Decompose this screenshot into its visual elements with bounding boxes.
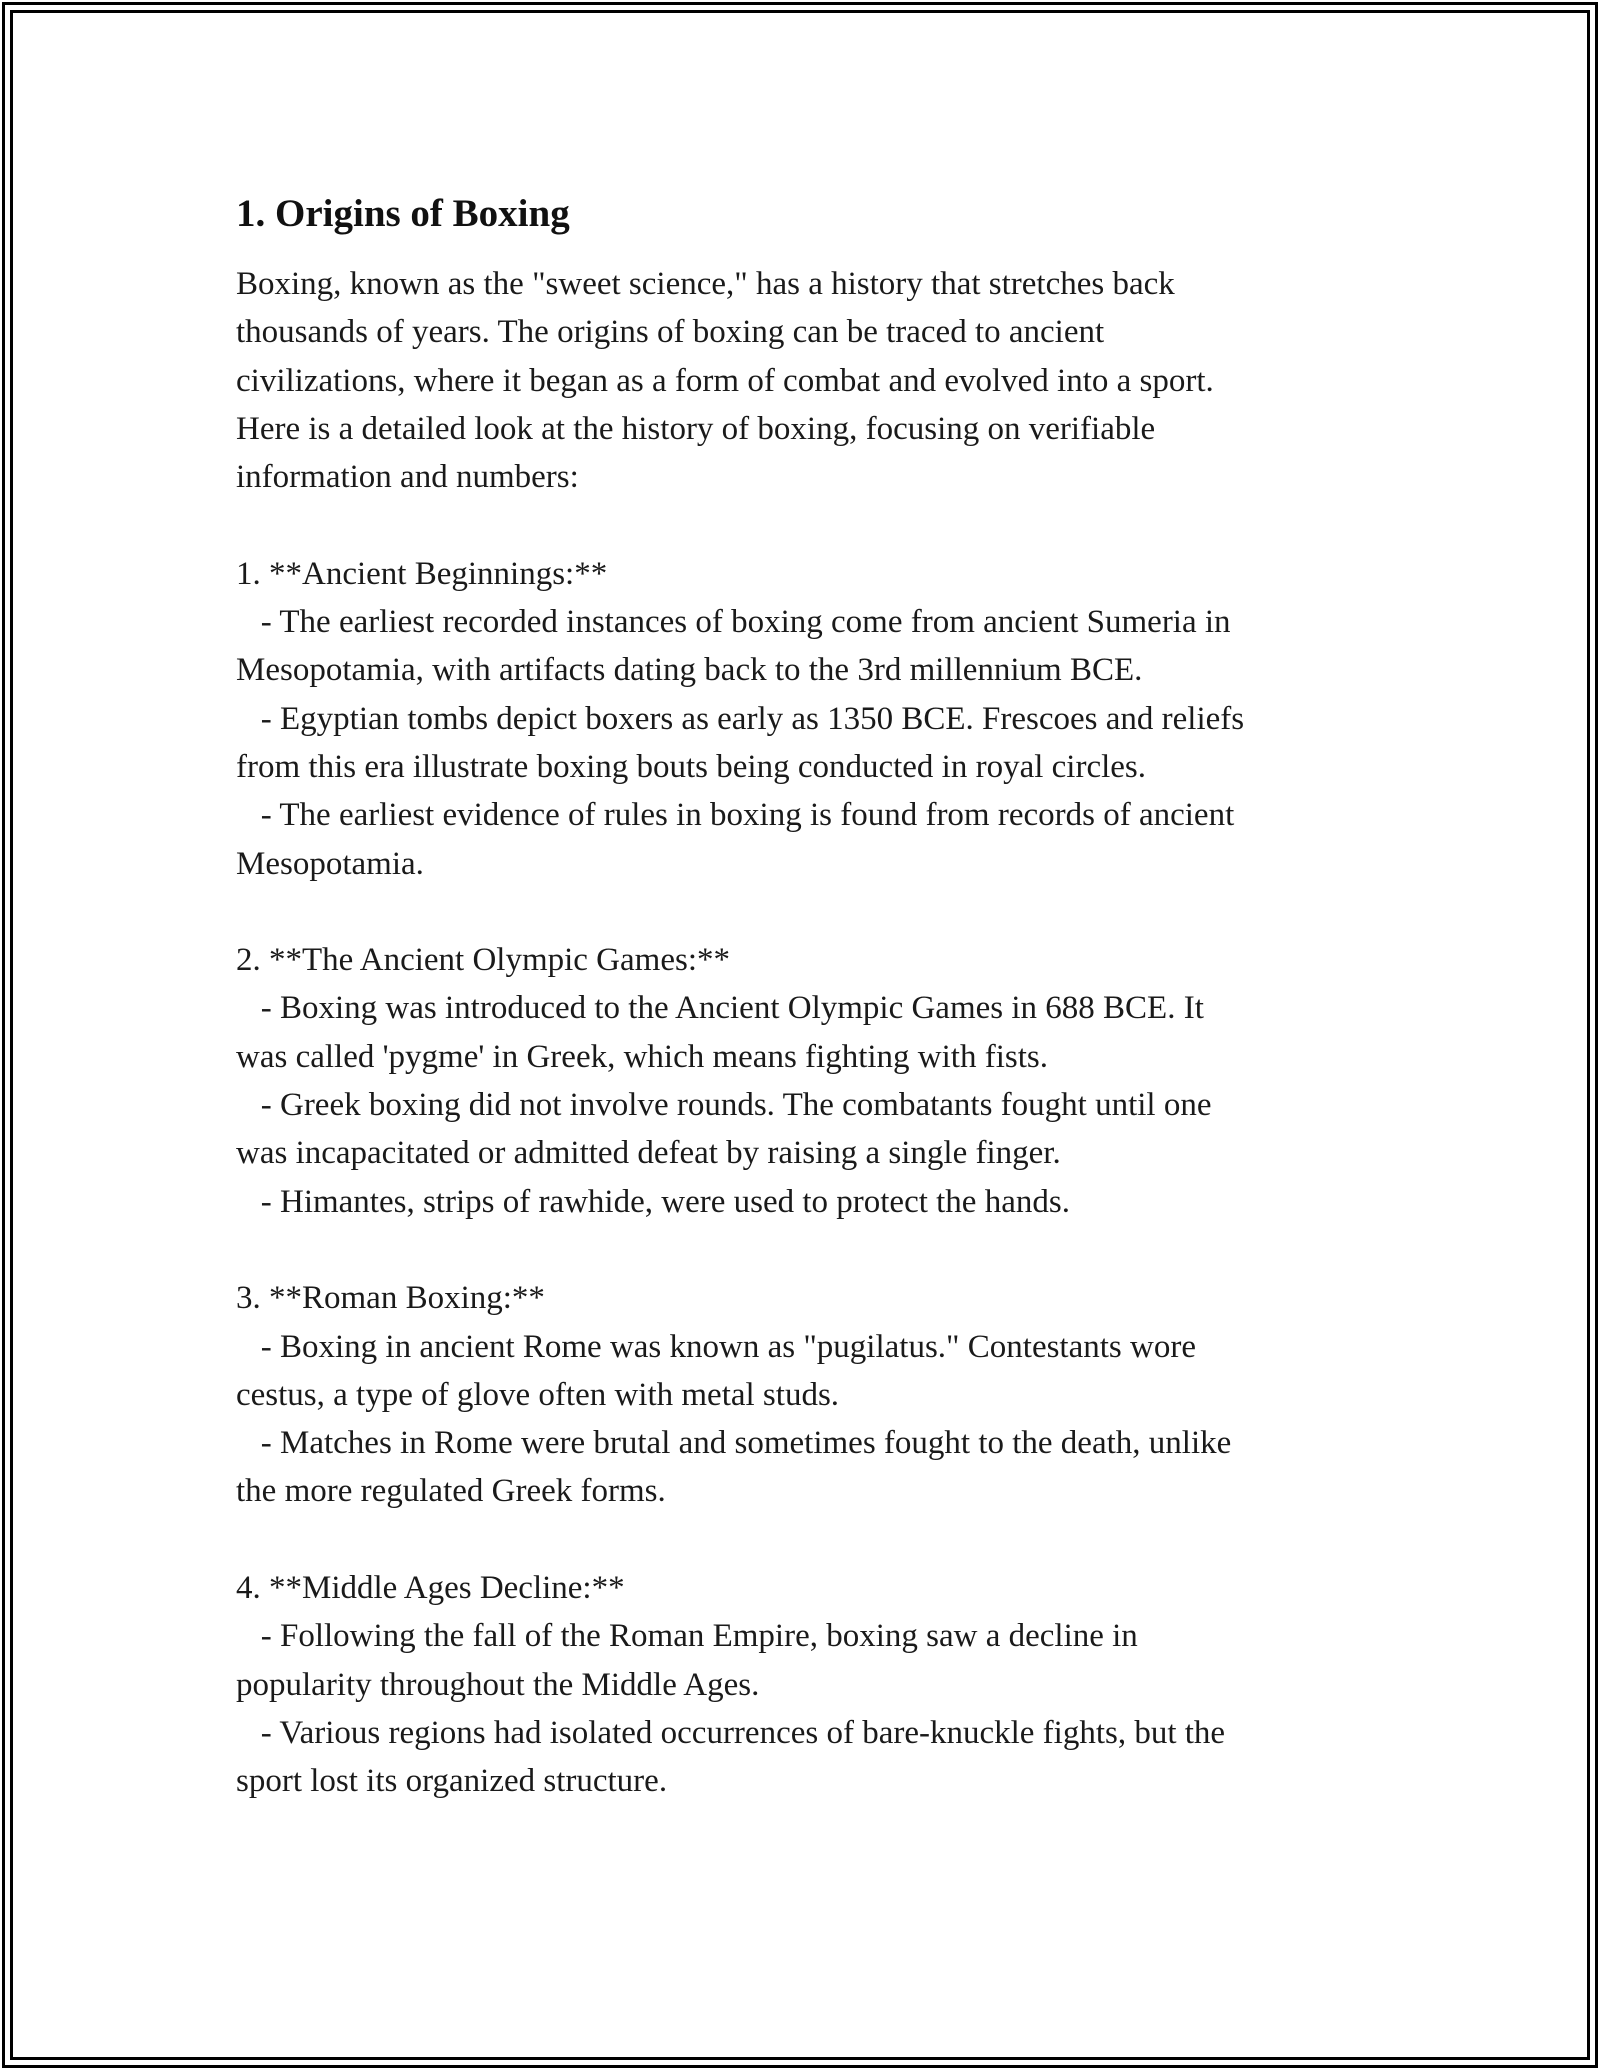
document-content <box>236 188 1416 1806</box>
body-text: Boxing, known as the "sweet science," has a history that stretches back thousands of years. The origins of boxing can be traced to ancient civilizations, where it began as a form of combat and evolved into a sport. Here is a detailed look at the history of boxing, focusing on verifiable information and numbers: 1. **Ancient Beginnings:** - The earliest recorded instances of boxing come from ancient Sumeria in Mesopotamia, with artifacts dating back to the 3rd millennium BCE. - Egyptian tombs depict boxers as early as 1350 BCE. Frescoes and reliefs from this era illustrate boxing bouts being conducted in royal circles. - The earliest evidence of rules in boxing is found from records of ancient Mesopotamia. 2. **The Ancient Olympic Games:** - Boxing was introduced to the Ancient Olympic Games in 688 BCE. It was called 'pygme' in Greek, which means fighting with fists. - Greek boxing did not involve rounds. The combatants fought until one was incapacitated or admitted defeat by raising a single finger. - Himantes, strips of rawhide, were used to protect the hands. 3. **Roman Boxing:** - Boxing in ancient Rome was known as "pugilatus." Contestants wore cestus, a type of glove often with metal studs. - Matches in Rome were brutal and sometimes fought to the death, unlike the more regulated Greek forms. 4. **Middle Ages Decline:** - Following the fall of the Roman Empire, boxing saw a decline in popularity throughout the Middle Ages. - Various regions had isolated occurrences of bare-knuckle fights, but the sport lost its organized structure. <box>236 266 1245 1800</box>
section-heading: 1. Origins of Boxing <box>236 192 570 235</box>
